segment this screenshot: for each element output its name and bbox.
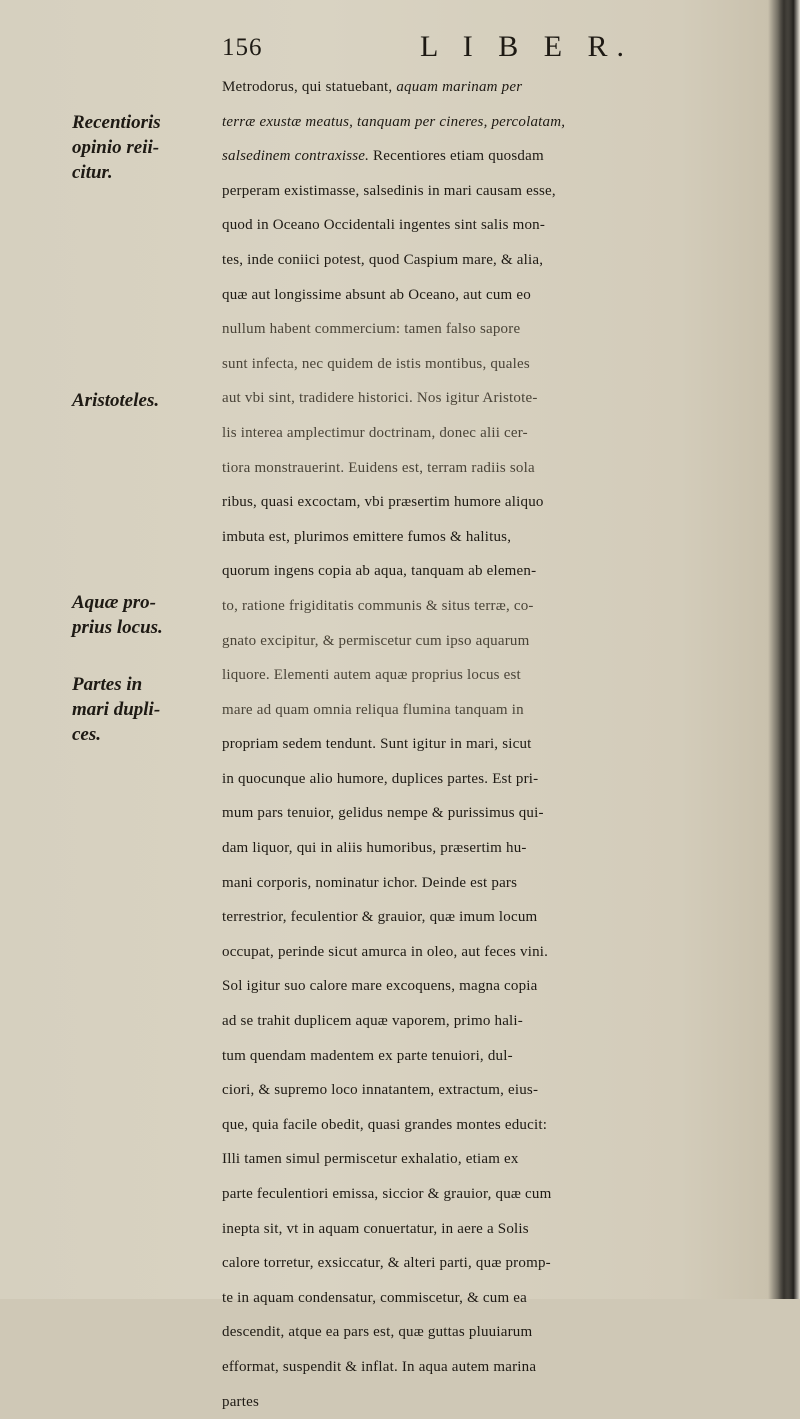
roman-segment: quæ aut longissime absunt ab Oceano, aut cum eo	[222, 286, 531, 303]
text-line	[222, 693, 788, 728]
text-line	[222, 70, 788, 105]
roman-segment: dam liquor, qui in aliis humoribus, præsertim hu-	[222, 840, 527, 857]
roman-segment: mani corporis, nominatur ichor. Deinde est pars	[222, 874, 518, 891]
text-line	[222, 727, 788, 762]
roman-segment: te in aquam condensatur, commiscetur, & cum ea	[222, 1289, 527, 1306]
text-line	[222, 416, 788, 451]
margin-note-line: mari dupli-	[72, 699, 161, 720]
text-line	[222, 624, 788, 659]
italic-segment: salsedinem contraxisse.	[222, 148, 374, 165]
text-line	[222, 451, 788, 486]
roman-segment: Recentiores etiam quosdam	[373, 148, 544, 165]
text-line	[222, 1177, 788, 1212]
text-line	[222, 762, 788, 797]
margin-note-aquae-locus	[72, 590, 163, 640]
text-line	[222, 381, 788, 416]
text-line	[222, 1281, 788, 1316]
page-number: 156	[222, 34, 263, 61]
text-line	[222, 831, 788, 866]
roman-segment: imbuta est, plurimos emittere fumos & halitus,	[222, 528, 512, 545]
text-line	[222, 1142, 788, 1177]
roman-segment: quorum ingens copia ab aqua, tanquam ab elemen-	[222, 563, 537, 580]
margin-note-line: citur.	[72, 162, 113, 183]
text-line	[222, 1108, 788, 1143]
text-line	[222, 589, 788, 624]
roman-segment: ad se trahit duplicem aquæ vaporem, primo hali-	[222, 1013, 523, 1030]
text-line	[222, 1212, 788, 1247]
roman-segment: calore torretur, exsiccatur, & alteri parti, quæ promp-	[222, 1255, 551, 1272]
text-line	[222, 139, 788, 174]
roman-segment: perperam existimasse, salsedinis in mari causam esse,	[222, 182, 556, 199]
roman-segment: tiora monstrauerint. Euidens est, terram radiis sola	[222, 459, 535, 476]
running-head-title: L I B E R.	[420, 30, 634, 63]
margin-notes	[72, 0, 222, 1299]
margin-note-line: Aquæ pro-	[72, 592, 156, 613]
roman-segment: efformat, suspendit & inflat. In aqua autem marina	[222, 1358, 537, 1375]
roman-segment: lis interea amplectimur doctrinam, donec alii cer-	[222, 424, 528, 441]
roman-segment: propriam sedem tendunt. Sunt igitur in mari, sicut	[222, 736, 532, 753]
margin-note-line: opinio reii-	[72, 137, 160, 158]
text-line	[222, 1315, 788, 1350]
text-line	[222, 935, 788, 970]
roman-segment: mum pars tenuior, gelidus nempe & purissimus qui-	[222, 805, 544, 822]
text-line	[222, 658, 788, 693]
text-line	[222, 796, 788, 831]
margin-note-partes	[72, 672, 160, 747]
body-text	[222, 70, 788, 1419]
margin-note-line: Aristoteles.	[72, 390, 160, 411]
roman-segment: parte feculentiori emissa, siccior & grauior, quæ cum	[222, 1186, 552, 1202]
margin-note-line: Partes in	[72, 674, 143, 695]
roman-segment: ribus, quasi excoctam, vbi præsertim humore aliquo	[222, 494, 544, 511]
roman-segment: que, quia facile obedit, quasi grandes montes educit:	[222, 1116, 548, 1133]
text-line	[222, 1385, 788, 1419]
text-line	[222, 243, 788, 278]
text-line	[222, 554, 788, 589]
roman-segment: partes	[222, 1393, 260, 1410]
text-line	[222, 1246, 788, 1281]
roman-segment: occupat, perinde sicut amurca in oleo, aut feces vini.	[222, 943, 549, 960]
roman-segment: Illi tamen simul permiscetur exhalatio, etiam ex	[222, 1151, 519, 1168]
text-line	[222, 969, 788, 1004]
margin-note-recentiores	[72, 110, 161, 185]
text-line	[222, 208, 788, 243]
text-line	[222, 174, 788, 209]
roman-segment: tes, inde coniici potest, quod Caspium mare, & alia,	[222, 251, 544, 268]
roman-segment: aut vbi sint, tradidere historici. Nos igitur Aristote-	[222, 390, 538, 407]
roman-segment: quod in Oceano Occidentali ingentes sint salis mon-	[222, 217, 546, 234]
text-line	[222, 485, 788, 520]
margin-note-line: prius locus.	[72, 617, 163, 638]
text-line	[222, 312, 788, 347]
text-line	[222, 1004, 788, 1039]
roman-segment: sunt infecta, nec quidem de istis montibus, quales	[222, 355, 530, 372]
roman-segment: descendit, atque ea pars est, quæ guttas pluuiarum	[222, 1324, 533, 1341]
roman-segment: inepta sit, vt in aquam conuertatur, in aere a Solis	[222, 1220, 529, 1237]
roman-segment: Metrodorus, qui statuebant,	[222, 79, 397, 95]
roman-segment: terrestrior, feculentior & grauior, quæ imum locum	[222, 909, 538, 926]
italic-segment: terræ exustæ meatus, tanquam per cineres, percolatam,	[222, 113, 566, 130]
text-line	[222, 866, 788, 901]
margin-note-aristoteles	[72, 388, 159, 413]
roman-segment: liquore. Elementi autem aquæ proprius locus est	[222, 667, 521, 684]
text-line	[222, 520, 788, 555]
margin-note-line: ces.	[72, 724, 102, 745]
text-line	[222, 278, 788, 313]
roman-segment: gnato excipitur, & permiscetur cum ipso aquarum	[222, 632, 530, 649]
text-line	[222, 105, 788, 140]
roman-segment: to, ratione frigiditatis communis & situs terræ, co-	[222, 597, 534, 614]
text-line	[222, 347, 788, 382]
roman-segment: mare ad quam omnia reliqua flumina tanquam in	[222, 701, 524, 718]
margin-note-line: Recentioris	[72, 112, 161, 133]
roman-segment: ciori, & supremo loco innatantem, extractum, eius-	[222, 1082, 539, 1099]
text-line	[222, 1073, 788, 1108]
text-line	[222, 1350, 788, 1385]
roman-segment: in quocunque alio humore, duplices partes. Est pri-	[222, 770, 539, 787]
text-line	[222, 900, 788, 935]
roman-segment: nullum habent commercium: tamen falso sapore	[222, 321, 521, 338]
italic-segment: aquam marinam per	[396, 79, 523, 95]
roman-segment: tum quendam madentem ex parte tenuiori, dul-	[222, 1047, 513, 1064]
text-line	[222, 1039, 788, 1074]
roman-segment: Sol igitur suo calore mare excoquens, magna copia	[222, 978, 538, 995]
